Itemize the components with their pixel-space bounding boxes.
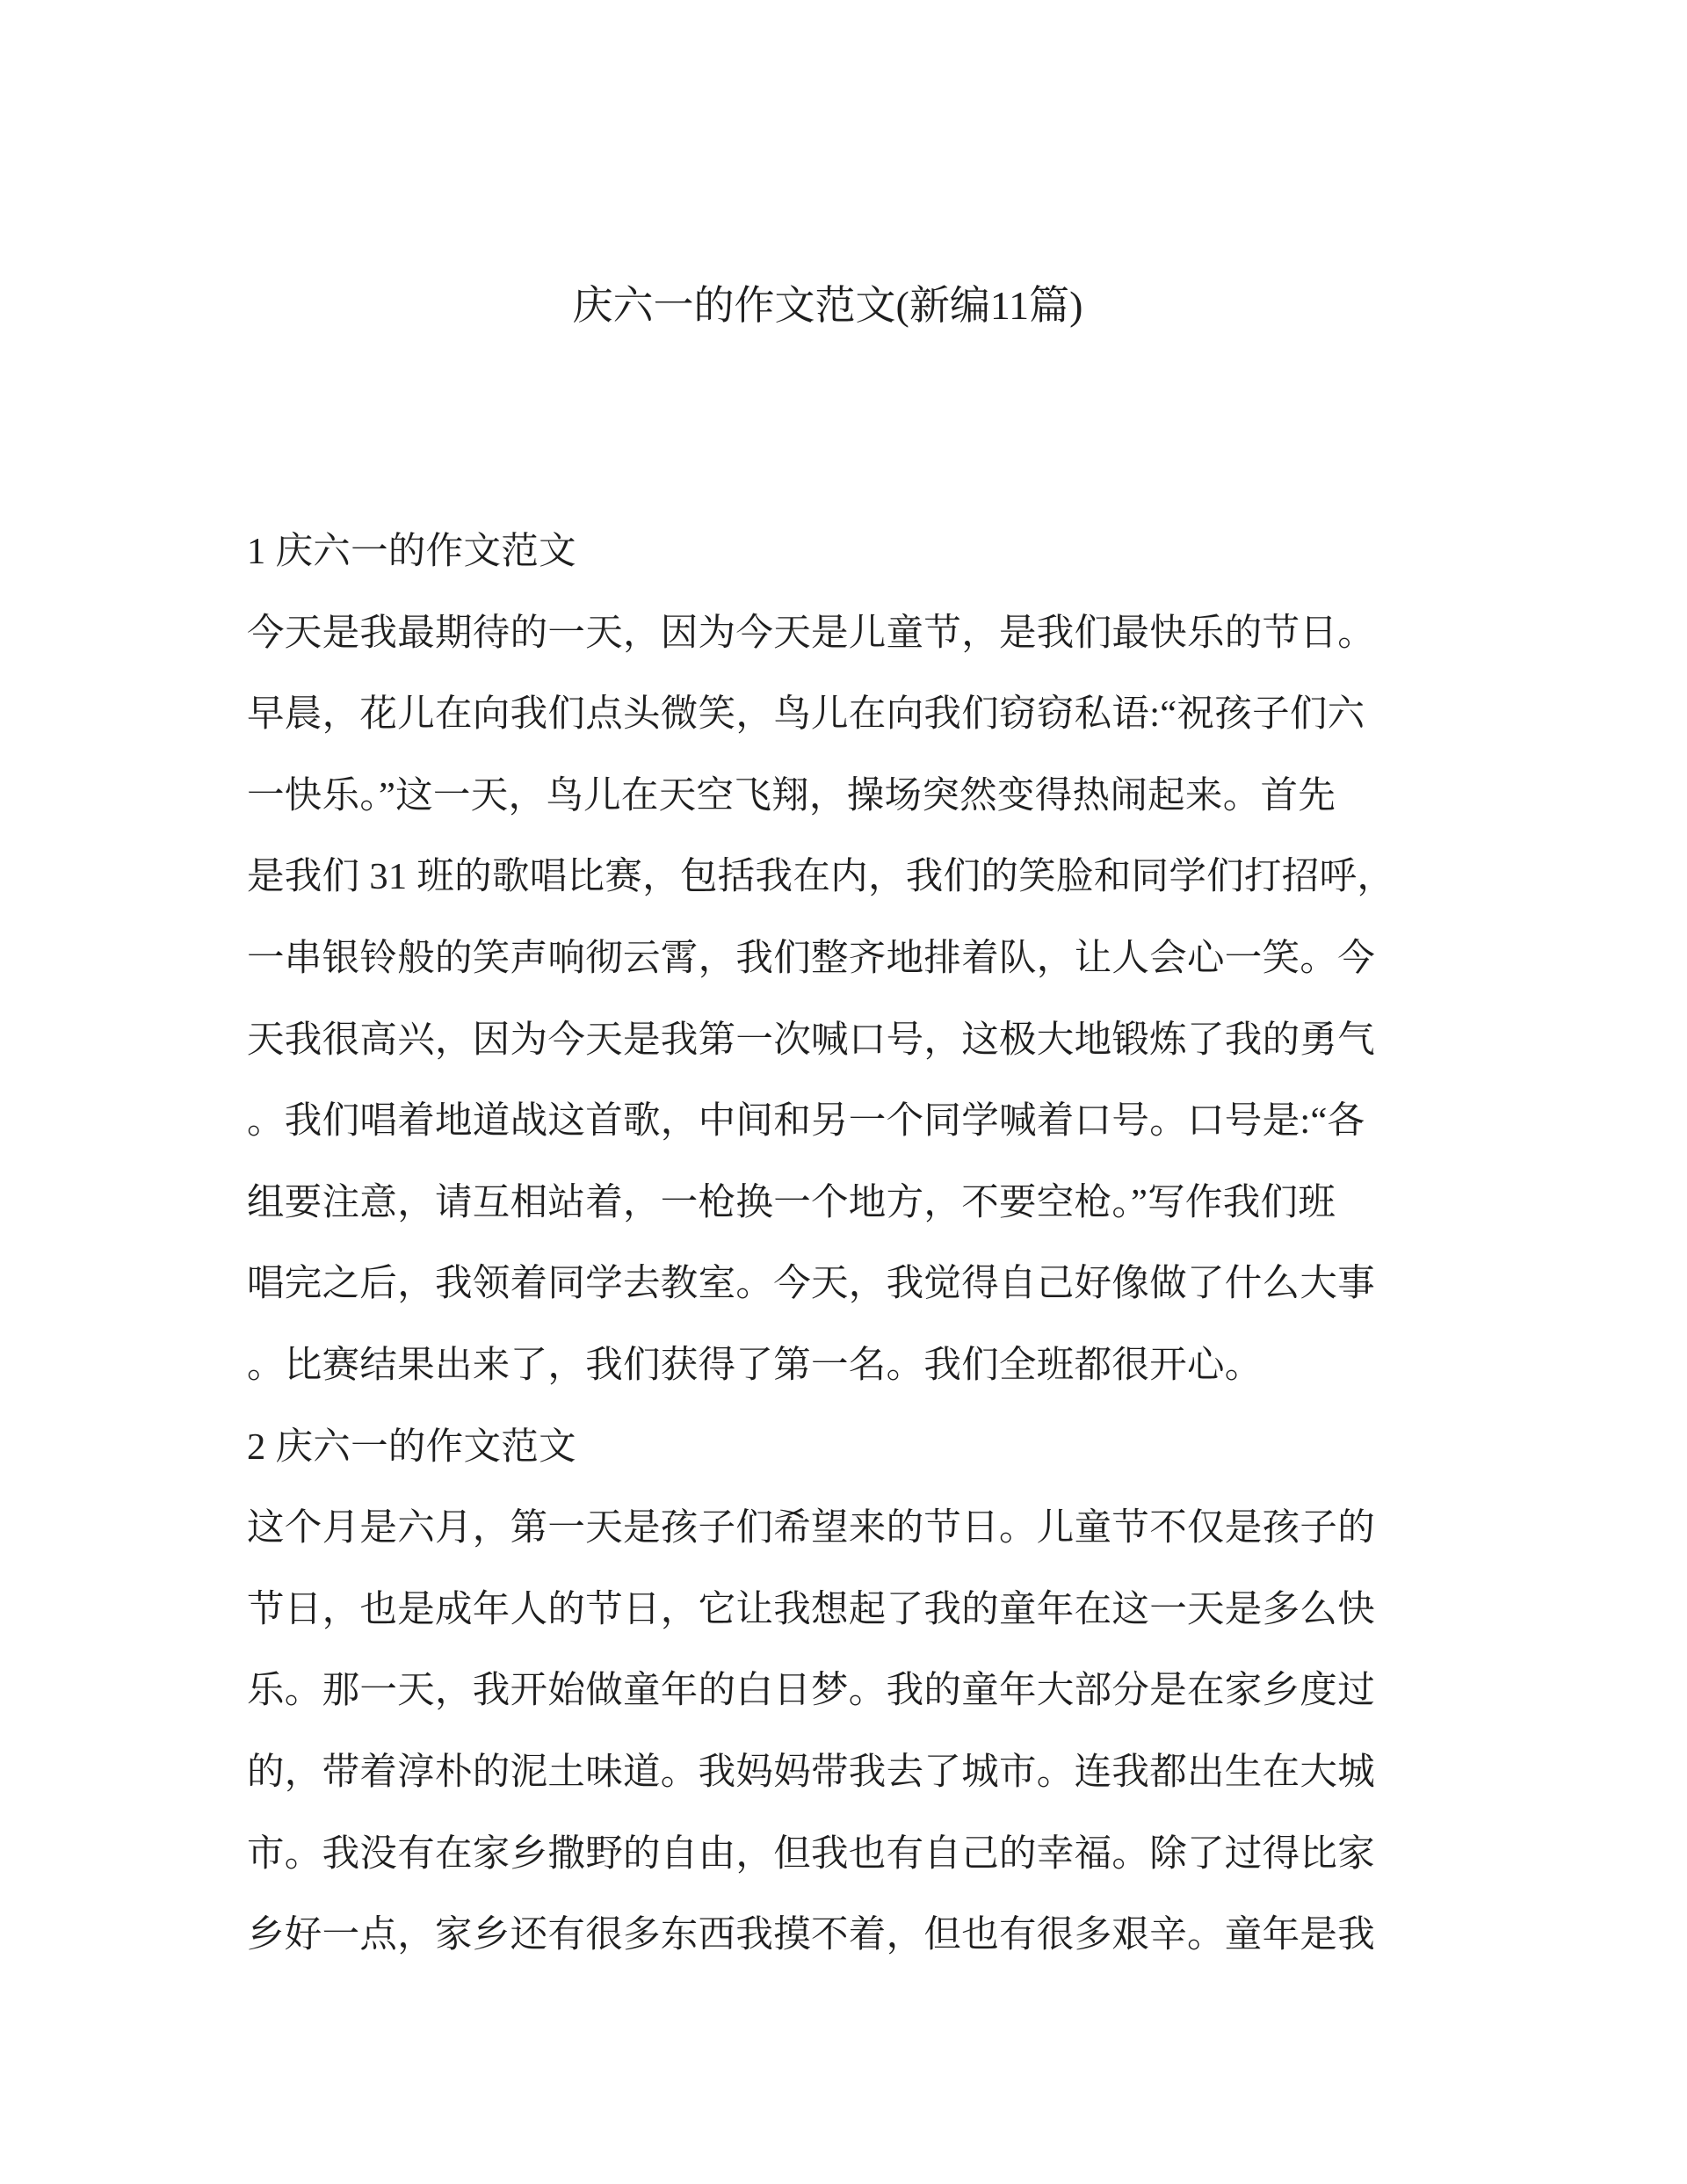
- paragraph-line: 。比赛结果出来了，我们获得了第一名。我们全班都很开心。: [247, 1344, 1263, 1386]
- paragraph-line: 。我们唱着地道战这首歌，中间和另一个同学喊着口号。口号是:“各: [247, 1100, 1365, 1143]
- paragraph-line: 天我很高兴，因为今天是我第一次喊口号，这极大地锻炼了我的勇气: [247, 1019, 1376, 1061]
- paragraph-line: 节日，也是成年人的节日，它让我想起了我的童年在这一天是多么快: [247, 1588, 1376, 1630]
- paragraph-line: 今天是我最期待的一天，因为今天是儿童节，是我们最快乐的节日。: [247, 612, 1376, 654]
- document-title: 庆六一的作文范文(新编11篇): [572, 283, 1083, 328]
- paragraph-line: 一快乐。”这一天，鸟儿在天空飞翔，操场突然变得热闹起来。首先: [247, 774, 1336, 816]
- paragraph-line: 市。我没有在家乡撒野的自由，但我也有自己的幸福。除了过得比家: [247, 1832, 1376, 1875]
- paragraph-line: 早晨，花儿在向我们点头微笑，鸟儿在向我们窃窃私语:“祝孩子们六: [247, 693, 1365, 736]
- paragraph-line: 唱完之后，我领着同学去教室。今天，我觉得自己好像做了什么大事: [247, 1263, 1376, 1305]
- paragraph-line: 是我们 31 班的歌唱比赛，包括我在内，我们的笑脸和同学们打招呼，: [247, 856, 1395, 898]
- section-heading: 2 庆六一的作文范文: [247, 1426, 576, 1468]
- paragraph-line: 的，带着淳朴的泥土味道。我妈妈带我去了城市。连我都出生在大城: [247, 1751, 1376, 1793]
- paragraph-line: 乐。那一天，我开始做童年的白日梦。我的童年大部分是在家乡度过: [247, 1670, 1376, 1712]
- paragraph-line: 这个月是六月，第一天是孩子们希望来的节日。儿童节不仅是孩子的: [247, 1507, 1376, 1549]
- paragraph-line: 一串银铃般的笑声响彻云霄，我们整齐地排着队，让人会心一笑。今: [247, 937, 1376, 979]
- document-body: [247, 512, 1424, 1977]
- paragraph-line: 乡好一点，家乡还有很多东西我摸不着，但也有很多艰辛。童年是我: [247, 1914, 1376, 1956]
- paragraph-line: 组要注意，请互相站着，一枪换一个地方，不要空枪。”写作我们班: [247, 1181, 1336, 1223]
- section-heading: 1 庆六一的作文范文: [247, 531, 576, 572]
